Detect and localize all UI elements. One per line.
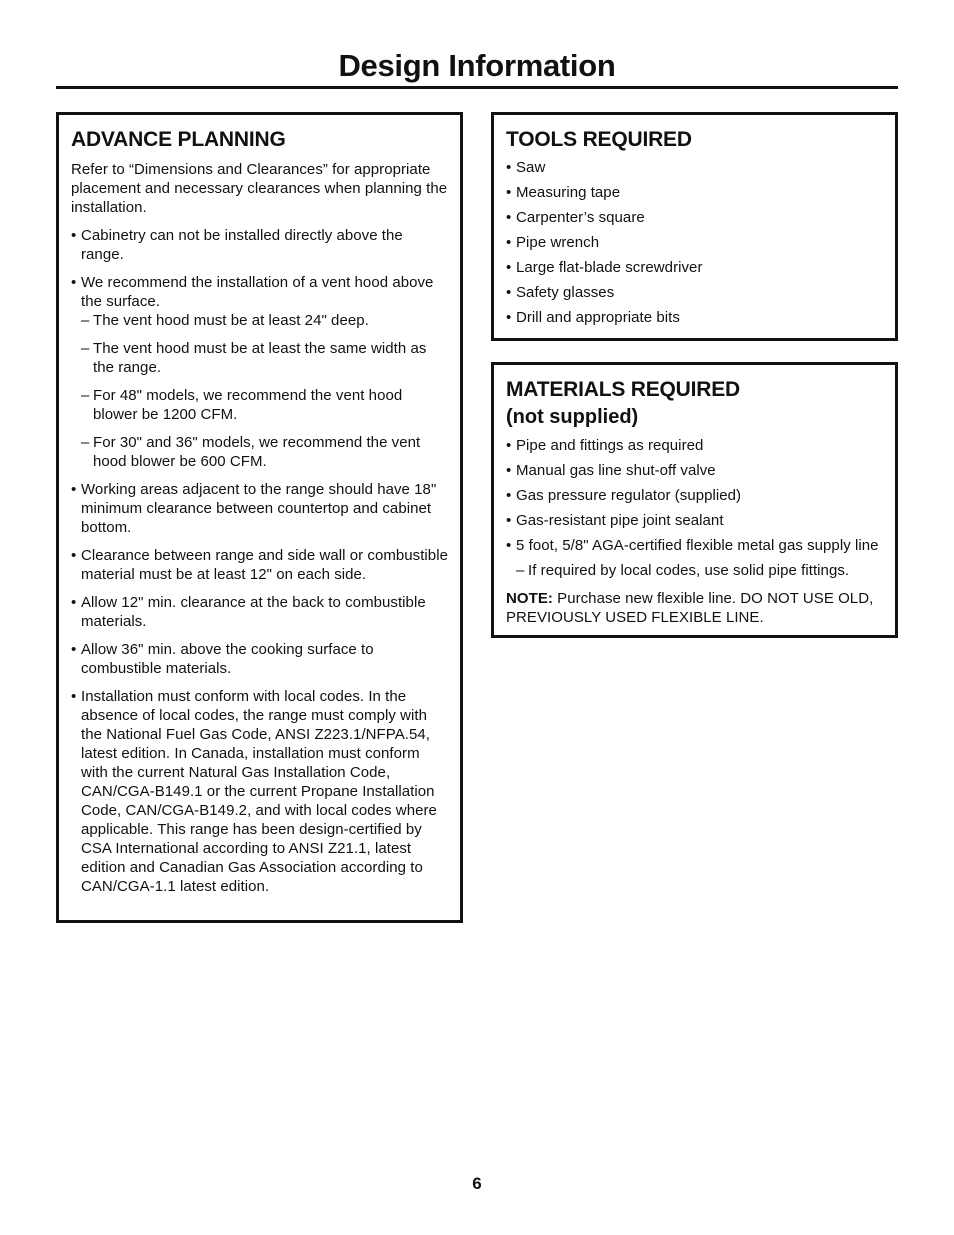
materials-required-subheading: (not supplied) [506, 406, 639, 428]
list-item: • Clearance between range and side wall or combustible material must be at least 12" on each side. [71, 546, 448, 584]
sub-list-item: – For 30" and 36" models, we recommend the vent hood blower be 600 CFM. [81, 433, 448, 471]
list-item: • Measuring tape [506, 183, 883, 202]
list-item: • Gas-resistant pipe joint sealant [506, 511, 883, 530]
list-item: • Installation must conform with local codes. In the absence of local codes, the range must comply with the National Fuel Gas Code, ANSI Z223.1/NFPA.54, latest edition. In Canada, installation must conform with the current Natural Gas Installation Code, CAN/CGA-B149.1 or the current Propane Installation Code, CAN/CGA-B149.2, and with local codes where applicable. This range has been design-certified by CSA International according to ANSI Z21.1, latest edition and Canadian Gas Association according to CAN/CGA-1.1 latest edition. [71, 687, 448, 896]
list-item: • Gas pressure regulator (supplied) [506, 486, 883, 505]
tools-required-heading: TOOLS REQUIRED [506, 128, 692, 151]
list-item: • Carpenter’s square [506, 208, 883, 227]
list-item: • Allow 12" min. clearance at the back to combustible materials. [71, 593, 448, 631]
list-item: • Pipe wrench [506, 233, 883, 252]
materials-required-box [491, 362, 898, 638]
materials-list [506, 436, 883, 555]
sub-list-item: – The vent hood must be at least 24" deep. [81, 311, 448, 330]
page-number: 6 [472, 1174, 482, 1193]
list-item: • Saw [506, 158, 883, 177]
title-rule [56, 86, 898, 89]
tools-required-box [491, 112, 898, 341]
list-item: • Large flat-blade screwdriver [506, 258, 883, 277]
note-label: NOTE: [506, 590, 553, 607]
list-item: • Cabinetry can not be installed directly above the range. [71, 226, 448, 264]
list-item: • We recommend the installation of a vent hood above the surface. – The vent hood must be at least 24" deep. – The vent hood must be at least the same width as the range. – For 48" models, we recommend the vent hood blower be 1200 CFM. – For 30" and 36" models, we recommend the vent hood blower be 600 CFM. [71, 273, 448, 471]
list-item: • Safety glasses [506, 283, 883, 302]
list-item: • Manual gas line shut-off valve [506, 461, 883, 480]
materials-required-heading: MATERIALS REQUIRED [506, 378, 741, 401]
sub-list-item: – The vent hood must be at least the same width as the range. [81, 339, 448, 377]
page-title: Design Information [338, 48, 616, 83]
list-item: • Working areas adjacent to the range should have 18" minimum clearance between countertop and cabinet bottom. [71, 480, 448, 537]
materials-subitem: – If required by local codes, use solid pipe fittings. [506, 561, 883, 580]
list-item: • Allow 36" min. above the cooking surface to combustible materials. [71, 640, 448, 678]
advance-planning-heading: ADVANCE PLANNING [71, 128, 286, 151]
vent-hood-sublist [81, 311, 448, 471]
list-item: • 5 foot, 5/8" AGA-certified flexible metal gas supply line [506, 536, 883, 555]
sub-list-item: – For 48" models, we recommend the vent hood blower be 1200 CFM. [81, 386, 448, 424]
note-text: Purchase new flexible line. DO NOT USE OLD, PREVIOUSLY USED FLEXIBLE LINE. [506, 590, 874, 626]
advance-planning-list [71, 226, 448, 896]
list-item: • Pipe and fittings as required [506, 436, 883, 455]
advance-planning-box [56, 112, 463, 923]
advance-planning-intro: Refer to “Dimensions and Clearances” for appropriate placement and necessary clearances when planning the installation. [71, 161, 448, 216]
list-item: • Drill and appropriate bits [506, 308, 883, 327]
tools-list [506, 158, 883, 327]
materials-note [506, 589, 883, 627]
